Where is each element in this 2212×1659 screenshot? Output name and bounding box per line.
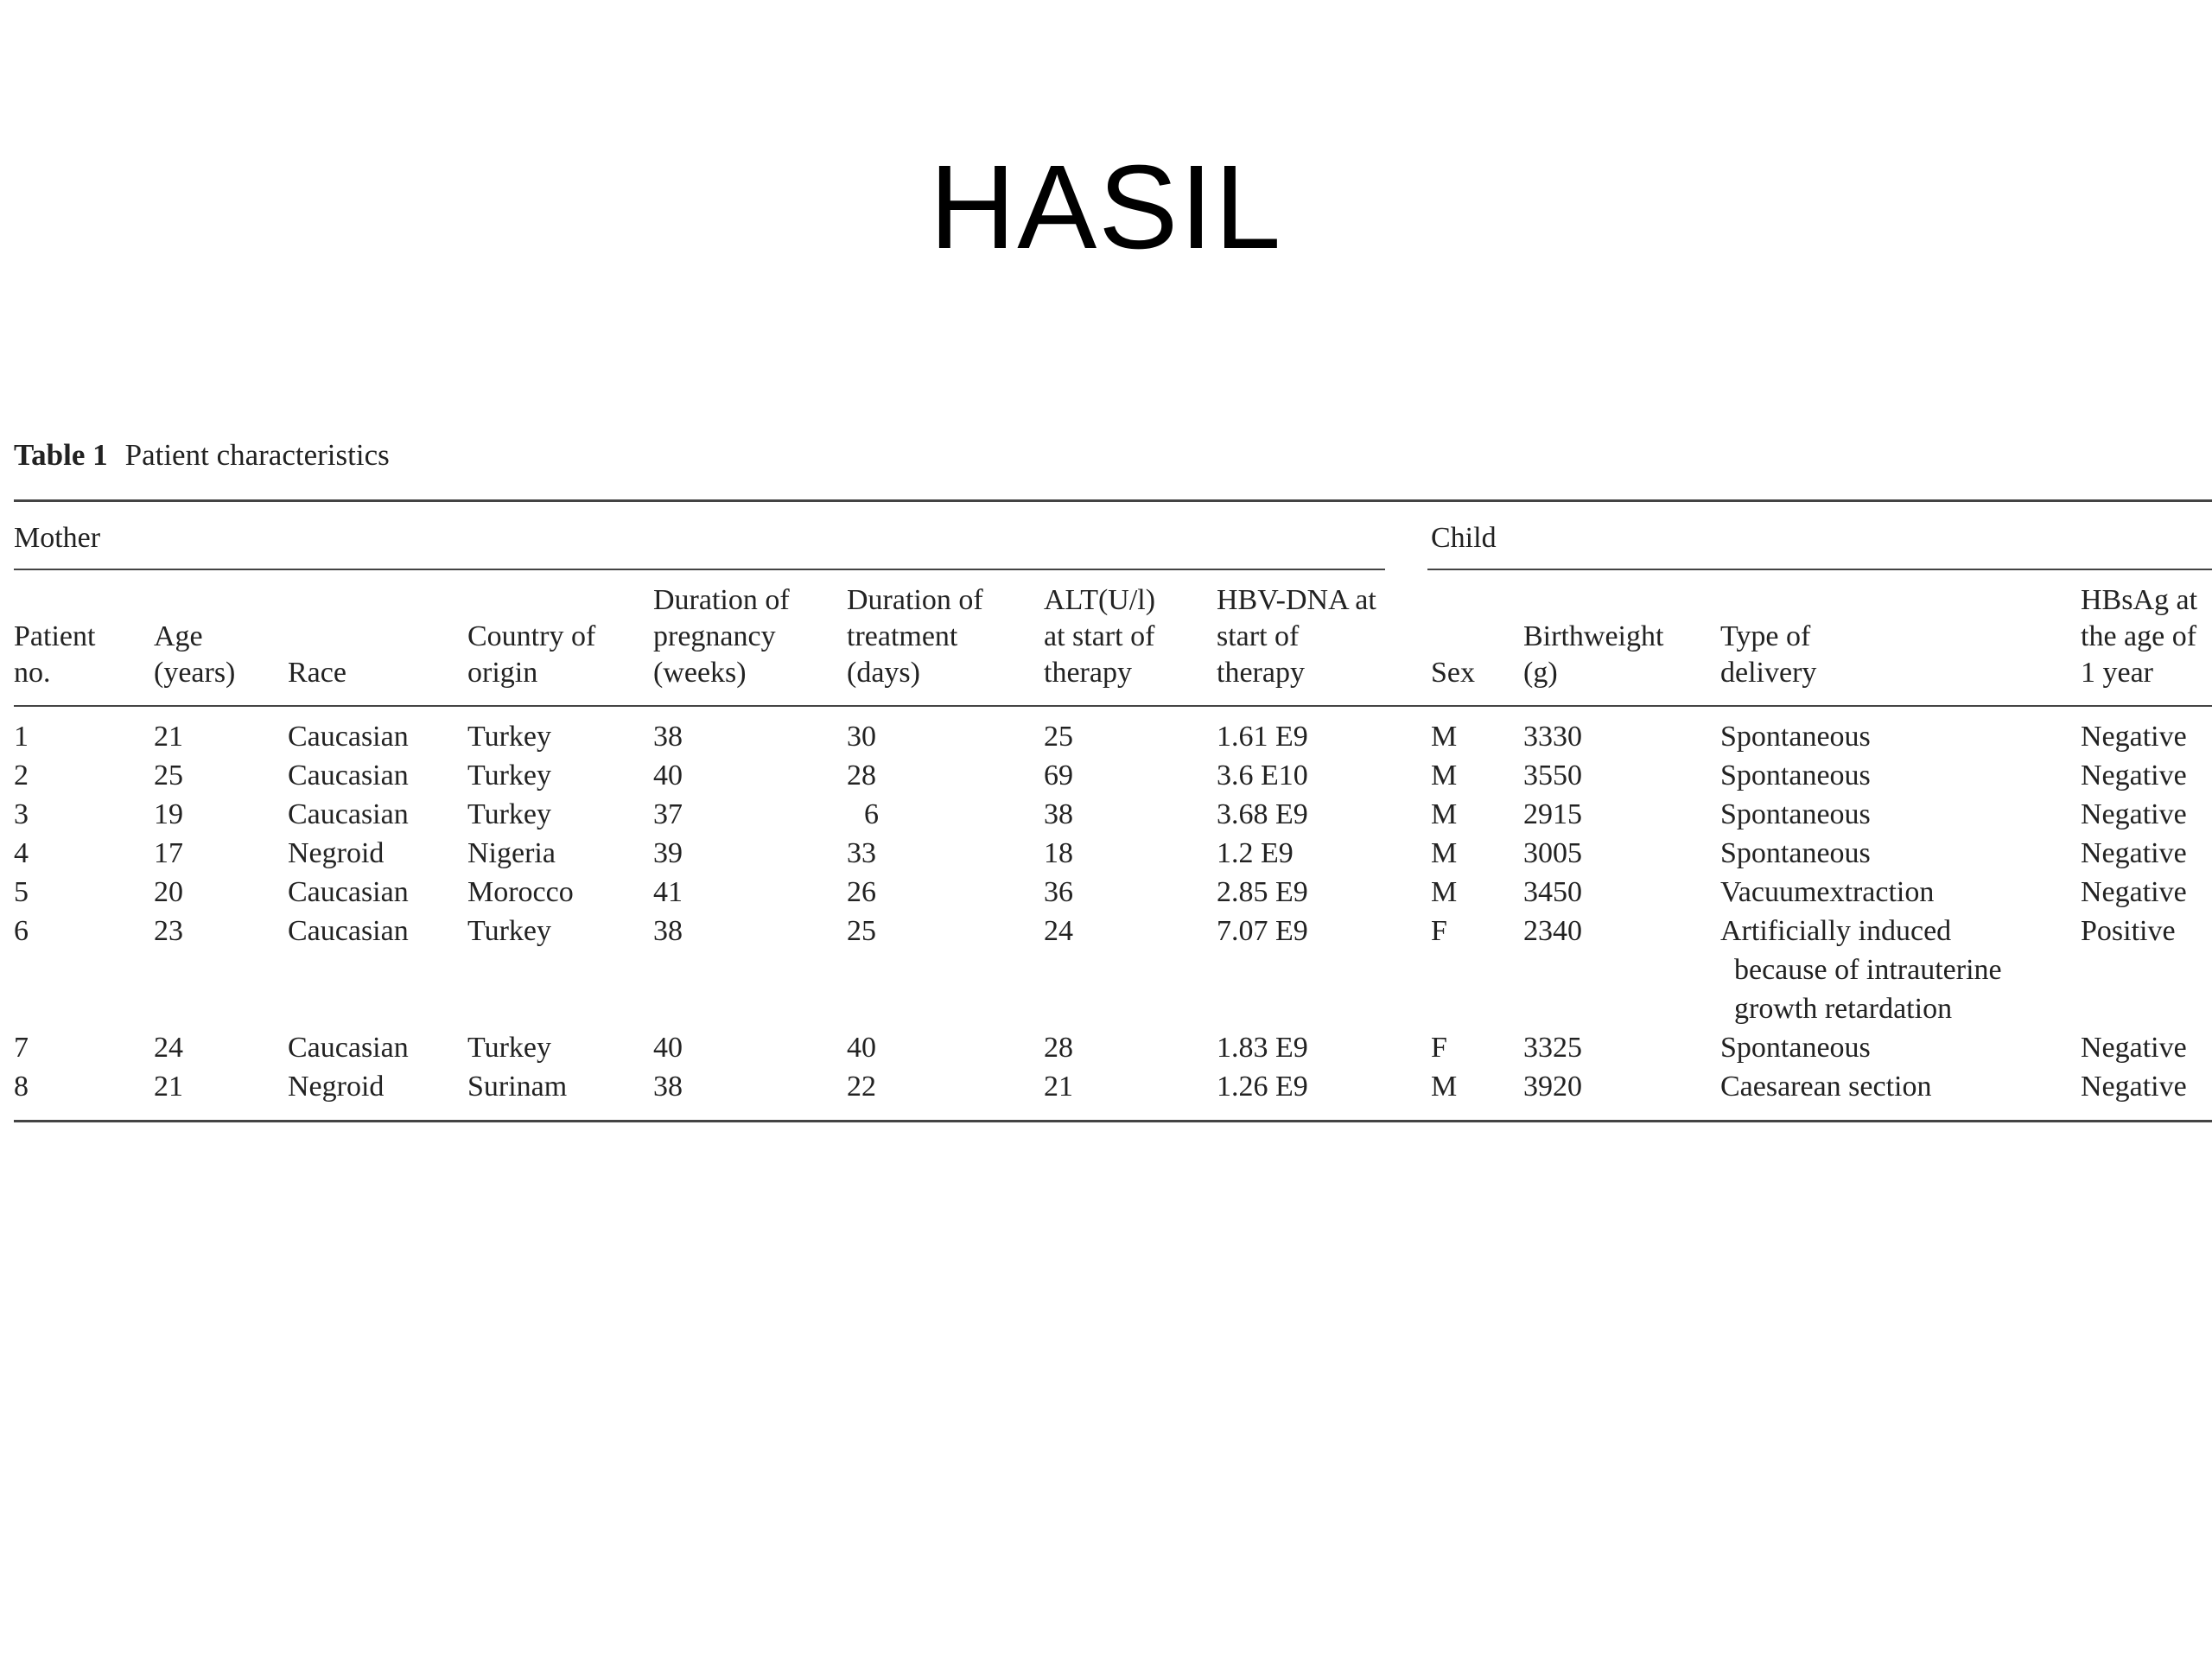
cell-patient-no: 6 [14, 915, 29, 947]
cell-hbv-dna: 1.2 E9 [1217, 837, 1294, 869]
table-row [0, 873, 2212, 912]
column-header-line: Type of [1720, 620, 1811, 652]
cell-treatment: 26 [847, 876, 876, 908]
cell-hbv-dna: 1.26 E9 [1217, 1071, 1308, 1103]
cell-delivery [1720, 795, 1871, 834]
cell-alt: 38 [1044, 798, 1073, 830]
column-header-line: therapy [1044, 657, 1132, 689]
column-header-alt [1044, 575, 1155, 691]
cell-line: Caesarean section [1720, 1071, 1932, 1103]
cell-alt: 25 [1044, 721, 1073, 753]
column-header-line: ALT(U/l) [1044, 584, 1156, 616]
table-row [0, 717, 2212, 756]
table-caption-text: Patient characteristics [124, 438, 390, 472]
cell-sex: M [1431, 876, 1458, 908]
column-header-hbsag [2081, 575, 2197, 691]
column-header-line: HBV-DNA at [1217, 584, 1376, 616]
cell-line: Spontaneous [1720, 721, 1871, 753]
cell-age: 23 [154, 915, 183, 947]
column-header-line: 1 year [2081, 657, 2154, 689]
cell-country: Turkey [467, 1032, 551, 1064]
cell-hbv-dna: 7.07 E9 [1217, 915, 1308, 947]
table-row [0, 834, 2212, 873]
column-header-pregnancy [653, 575, 790, 691]
column-header-line: pregnancy [653, 620, 776, 652]
cell-birthweight: 3920 [1523, 1071, 1582, 1103]
cell-delivery [1720, 1028, 1871, 1067]
cell-pregnancy: 38 [653, 915, 683, 947]
column-header-patient-no [14, 575, 95, 691]
table-caption [14, 436, 390, 474]
cell-line: Spontaneous [1720, 760, 1871, 791]
cell-sex: M [1431, 721, 1458, 753]
cell-birthweight: 2915 [1523, 798, 1582, 830]
cell-age: 25 [154, 760, 183, 791]
table-row [0, 795, 2212, 834]
cell-sex: F [1431, 1032, 1447, 1064]
cell-birthweight: 3330 [1523, 721, 1582, 753]
cell-alt: 18 [1044, 837, 1073, 869]
cell-race: Negroid [288, 837, 385, 869]
cell-hbv-dna: 1.61 E9 [1217, 721, 1308, 753]
cell-patient-no: 8 [14, 1071, 29, 1103]
table-row [0, 912, 2212, 1028]
cell-treatment: 40 [847, 1032, 876, 1064]
column-header-line: Country of [467, 620, 596, 652]
cell-birthweight: 3005 [1523, 837, 1582, 869]
column-header-line: (weeks) [653, 657, 747, 689]
cell-alt: 28 [1044, 1032, 1073, 1064]
cell-sex: F [1431, 915, 1447, 947]
cell-age: 19 [154, 798, 183, 830]
cell-country: Turkey [467, 760, 551, 791]
cell-pregnancy: 39 [653, 837, 683, 869]
cell-line: Artificially induced [1720, 915, 1952, 947]
cell-hbsag: Positive [2081, 915, 2176, 947]
column-header-line: (days) [847, 657, 920, 689]
cell-race: Negroid [288, 1071, 385, 1103]
cell-race: Caucasian [288, 721, 409, 753]
cell-delivery [1720, 756, 1871, 795]
cell-pregnancy: 38 [653, 1071, 683, 1103]
cell-country: Morocco [467, 876, 574, 908]
cell-country: Surinam [467, 1071, 568, 1103]
cell-pregnancy: 37 [653, 798, 683, 830]
cell-hbv-dna: 1.83 E9 [1217, 1032, 1308, 1064]
column-header-race [288, 575, 346, 691]
column-header-line: therapy [1217, 657, 1305, 689]
cell-age: 21 [154, 721, 183, 753]
cell-treatment: 25 [847, 915, 876, 947]
table-row [0, 756, 2212, 795]
column-header-line: no. [14, 657, 51, 689]
cell-hbsag: Negative [2081, 1071, 2187, 1103]
cell-patient-no: 2 [14, 760, 29, 791]
cell-alt: 24 [1044, 915, 1073, 947]
column-header-country [467, 575, 595, 691]
cell-sex: M [1431, 760, 1458, 791]
cell-country: Turkey [467, 915, 551, 947]
table-top-rule [14, 499, 2212, 502]
cell-age: 24 [154, 1032, 183, 1064]
cell-sex: M [1431, 837, 1458, 869]
cell-hbv-dna: 3.6 E10 [1217, 760, 1308, 791]
cell-hbsag: Negative [2081, 798, 2187, 830]
table-body [0, 717, 2212, 1106]
cell-hbsag: Negative [2081, 760, 2187, 791]
cell-treatment: 22 [847, 1071, 876, 1103]
cell-patient-no: 5 [14, 876, 29, 908]
cell-alt: 69 [1044, 760, 1073, 791]
cell-hbsag: Negative [2081, 876, 2187, 908]
group-label-child: Child [1431, 522, 1497, 554]
column-header-treatment [847, 575, 983, 691]
column-header-line: (years) [154, 657, 236, 689]
column-header-line: Duration of [847, 584, 983, 616]
column-header-line: (g) [1523, 657, 1558, 689]
column-header-line: Patient [14, 620, 96, 652]
cell-alt: 36 [1044, 876, 1073, 908]
child-group-rule [1427, 569, 2212, 570]
table-row [0, 1028, 2212, 1067]
column-header-line: Race [288, 657, 346, 689]
column-header-line: Sex [1431, 657, 1475, 689]
cell-line: Vacuumextraction [1720, 876, 1935, 908]
table-caption-label: Table 1 [14, 438, 108, 472]
cell-patient-no: 1 [14, 721, 29, 753]
cell-delivery [1720, 717, 1871, 756]
cell-treatment: 6 [864, 798, 879, 830]
cell-pregnancy: 41 [653, 876, 683, 908]
column-header-line: the age of [2081, 620, 2197, 652]
cell-alt: 21 [1044, 1071, 1073, 1103]
group-label-mother: Mother [14, 522, 101, 554]
table-row [0, 1067, 2212, 1106]
column-header-line: Duration of [653, 584, 790, 616]
column-header-line: origin [467, 657, 538, 689]
cell-delivery [1720, 912, 2002, 1028]
cell-age: 21 [154, 1071, 183, 1103]
cell-hbsag: Negative [2081, 1032, 2187, 1064]
column-header-line: at start of [1044, 620, 1155, 652]
header-bottom-rule [14, 705, 2212, 707]
cell-birthweight: 3325 [1523, 1032, 1582, 1064]
slide-title: HASIL [929, 141, 1283, 274]
cell-delivery [1720, 834, 1871, 873]
cell-line: growth retardation [1734, 993, 1953, 1025]
cell-line: Spontaneous [1720, 798, 1871, 830]
cell-hbv-dna: 3.68 E9 [1217, 798, 1308, 830]
cell-patient-no: 3 [14, 798, 29, 830]
column-header-line: delivery [1720, 657, 1817, 689]
cell-hbv-dna: 2.85 E9 [1217, 876, 1308, 908]
column-header-line: Age [154, 620, 203, 652]
mother-group-rule [14, 569, 1385, 570]
cell-pregnancy: 40 [653, 1032, 683, 1064]
cell-birthweight: 3550 [1523, 760, 1582, 791]
cell-pregnancy: 40 [653, 760, 683, 791]
cell-race: Caucasian [288, 798, 409, 830]
column-header-sex [1431, 575, 1475, 691]
cell-sex: M [1431, 798, 1458, 830]
column-header-line: treatment [847, 620, 958, 652]
cell-sex: M [1431, 1071, 1458, 1103]
cell-treatment: 30 [847, 721, 876, 753]
column-header-line: HBsAg at [2081, 584, 2198, 616]
column-header-line: start of [1217, 620, 1300, 652]
cell-hbsag: Negative [2081, 721, 2187, 753]
cell-country: Turkey [467, 721, 551, 753]
cell-patient-no: 4 [14, 837, 29, 869]
cell-birthweight: 2340 [1523, 915, 1582, 947]
column-header-age [154, 575, 235, 691]
cell-treatment: 28 [847, 760, 876, 791]
cell-birthweight: 3450 [1523, 876, 1582, 908]
cell-line: Spontaneous [1720, 1032, 1871, 1064]
cell-race: Caucasian [288, 1032, 409, 1064]
table-bottom-rule [14, 1120, 2212, 1122]
cell-race: Caucasian [288, 876, 409, 908]
cell-patient-no: 7 [14, 1032, 29, 1064]
cell-treatment: 33 [847, 837, 876, 869]
cell-country: Nigeria [467, 837, 556, 869]
column-header-line: Birthweight [1523, 620, 1664, 652]
cell-pregnancy: 38 [653, 721, 683, 753]
column-header-birthweight [1523, 575, 1663, 691]
column-header-hbv-dna [1217, 575, 1376, 691]
cell-hbsag: Negative [2081, 837, 2187, 869]
cell-race: Caucasian [288, 915, 409, 947]
cell-race: Caucasian [288, 760, 409, 791]
cell-delivery [1720, 873, 1934, 912]
cell-country: Turkey [467, 798, 551, 830]
column-header-delivery [1720, 575, 1816, 691]
cell-delivery [1720, 1067, 1932, 1106]
cell-line: Spontaneous [1720, 837, 1871, 869]
cell-age: 20 [154, 876, 183, 908]
cell-line: because of intrauterine [1734, 954, 2002, 986]
cell-age: 17 [154, 837, 183, 869]
